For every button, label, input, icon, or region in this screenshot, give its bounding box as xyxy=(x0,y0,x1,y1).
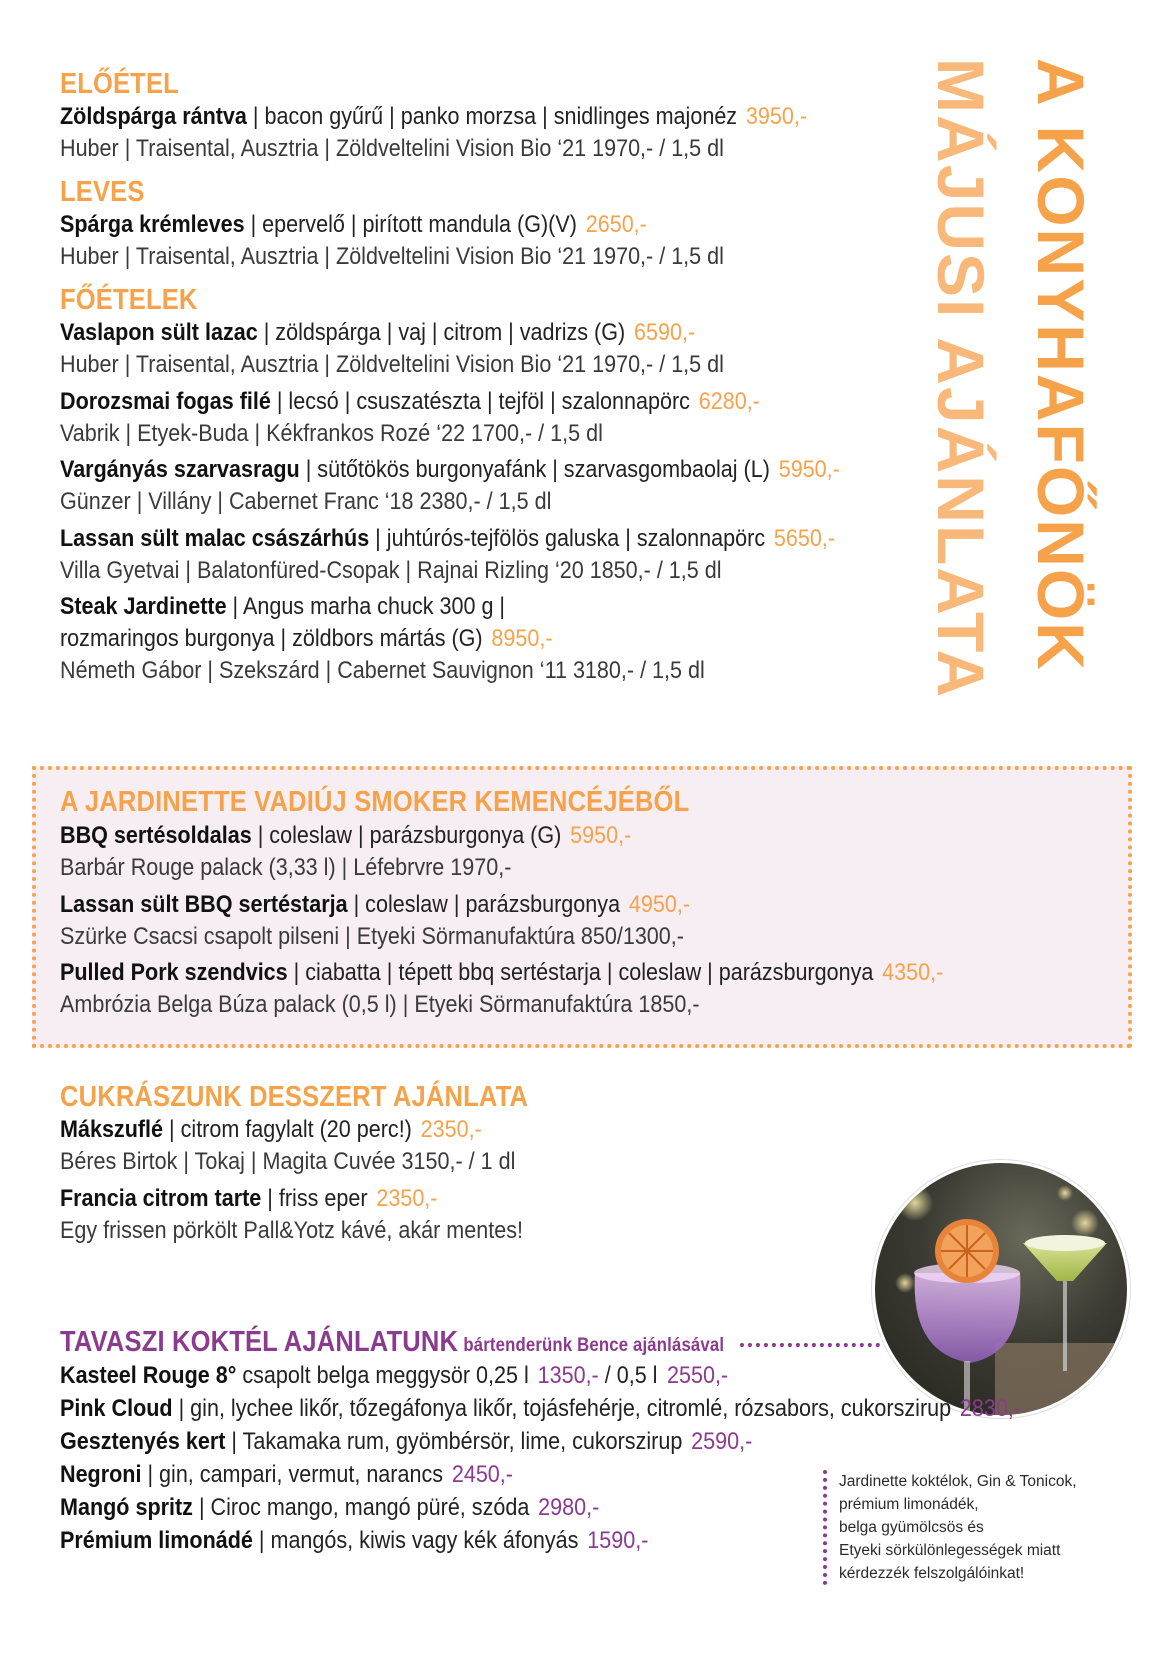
cocktail-name: Gesztenyés kert xyxy=(60,1428,226,1455)
dish-price: 2350,- xyxy=(420,1116,482,1143)
cocktail-name: Kasteel Rouge 8° xyxy=(60,1362,237,1389)
dish-price: 2350,- xyxy=(376,1185,438,1212)
note-line: Etyeki sörkülönlegességek miatt xyxy=(839,1542,1061,1559)
drink-pairing: Barbár Rouge palack (3,33 l) | Léfebrvre 1970,- xyxy=(60,854,512,881)
section-heading-foetelek: FŐÉTELEK xyxy=(60,284,198,316)
menu-item-continued xyxy=(60,623,553,655)
cocktail-item xyxy=(60,1525,648,1557)
dish-description: | coleslaw | parázsburgonya (G) xyxy=(251,822,562,849)
dish-price: 5650,- xyxy=(773,525,836,552)
drink-pairing: Szürke Csacsi csapolt pilseni | Etyeki Sörmanufaktúra 850/1300,- xyxy=(60,923,684,950)
menu-item xyxy=(60,889,690,921)
cocktail-price: 1590,- xyxy=(587,1527,649,1554)
dotted-divider xyxy=(740,1343,880,1347)
menu-title-line2: MÁJUSI AJÁNLATA xyxy=(924,58,998,700)
coffee-note: Egy frissen pörkölt Pall&Yotz kávé, akár mentes! xyxy=(60,1217,523,1244)
menu-title-line1: A KONYHAFŐNÖK xyxy=(1024,58,1098,672)
dish-name: Pulled Pork szendvics xyxy=(60,959,288,986)
dish-description: rozmaringos burgonya | zöldbors mártás (G) xyxy=(60,625,483,652)
side-note xyxy=(823,1470,1077,1585)
dish-description: | lecsó | csuszatészta | tejföl | szalonnapörc xyxy=(270,388,690,415)
menu-item xyxy=(60,209,647,241)
dish-price: 6590,- xyxy=(633,319,696,346)
dish-name: Zöldspárga rántva xyxy=(60,103,247,130)
section-heading-eloetel: ELŐÉTEL xyxy=(60,68,179,100)
note-line: kérdezzék felszolgálóinkat! xyxy=(839,1565,1025,1582)
dish-description: | bacon gyűrű | panko morzsa | snidlinges majonéz xyxy=(246,103,738,130)
dish-name: Francia citrom tarte xyxy=(60,1185,262,1212)
menu-item xyxy=(60,454,840,486)
wine-pairing: Béres Birtok | Tokaj | Magita Cuvée 3150,- / 1 dl xyxy=(60,1148,516,1175)
cocktail-description: | Ciroc mango, mangó püré, szóda xyxy=(192,1494,530,1521)
cocktail-name: Mangó spritz xyxy=(60,1494,193,1521)
cocktail-heading-text: TAVASZI KOKTÉL AJÁNLATUNK xyxy=(60,1326,459,1358)
dish-price: 5950,- xyxy=(570,822,632,849)
dish-description: | ciabatta | tépett bbq sertéstarja | coleslaw | parázsburgonya xyxy=(287,959,874,986)
menu-item xyxy=(60,523,835,555)
cocktail-item xyxy=(60,1492,599,1524)
dish-name: Steak Jardinette xyxy=(60,593,227,620)
dish-price: 4350,- xyxy=(882,959,944,986)
menu-item xyxy=(60,1114,482,1146)
menu-item xyxy=(60,386,760,418)
dish-name: Lassan sült malac császárhús xyxy=(60,525,370,552)
menu-item xyxy=(60,317,695,349)
dish-description: | coleslaw | parázsburgonya xyxy=(347,891,621,918)
dish-name: Mákszuflé xyxy=(60,1116,164,1143)
cocktail-price: 2450,- xyxy=(451,1461,513,1488)
section-heading-smoker: A JARDINETTE VADIÚJ SMOKER KEMENCÉJÉBŐL xyxy=(60,786,690,818)
dish-price: 3950,- xyxy=(745,103,808,130)
dish-description: | zöldspárga | vaj | citrom | vadrizs (G) xyxy=(257,319,626,346)
dish-name: Lassan sült BBQ sertéstarja xyxy=(60,891,348,918)
dish-name: Vargányás szarvasragu xyxy=(60,456,300,483)
section-heading-cocktail xyxy=(60,1326,724,1359)
dish-description: | friss eper xyxy=(261,1185,368,1212)
wine-pairing: Villa Gyetvai | Balatonfüred-Csopak | Rajnai Rizling ‘20 1850,- / 1,5 dl xyxy=(60,557,722,584)
cocktail-price: 1350,- xyxy=(537,1362,599,1389)
cocktail-description: | gin, campari, vermut, narancs xyxy=(141,1461,444,1488)
dish-description: | Angus marha chuck 300 g | xyxy=(226,593,506,620)
menu-item xyxy=(60,957,943,989)
cocktail-item xyxy=(60,1426,752,1458)
cocktail-subheading: bártenderünk Bence ajánlásával xyxy=(463,1335,725,1356)
cocktail-photo xyxy=(875,1163,1127,1415)
menu-item xyxy=(60,591,505,623)
note-line: belga gyümölcsös és xyxy=(839,1519,984,1536)
cocktail-price: 2830,- xyxy=(959,1395,1022,1422)
dish-description: | epervelő | pirított mandula (G)(V) xyxy=(244,211,577,238)
cocktail-name: Negroni xyxy=(60,1461,142,1488)
cocktail-description: csapolt belga meggysör 0,25 l xyxy=(236,1362,529,1389)
menu-item xyxy=(60,1183,437,1215)
section-heading-dessert: CUKRÁSZUNK DESSZERT AJÁNLATA xyxy=(60,1081,529,1113)
cocktail-price-large: 2550,- xyxy=(666,1362,729,1389)
dish-price: 2650,- xyxy=(585,211,647,238)
cocktail-size: / 0,5 l xyxy=(598,1362,664,1389)
wine-pairing: Günzer | Villány | Cabernet Franc ‘18 2380,- / 1,5 dl xyxy=(60,488,552,515)
wine-pairing: Vabrik | Etyek-Buda | Kékfrankos Rozé ‘22 1700,- / 1,5 dl xyxy=(60,420,603,447)
note-line: prémium limonádék, xyxy=(839,1496,979,1513)
cocktail-item xyxy=(60,1393,1021,1425)
wine-pairing: Huber | Traisental, Ausztria | Zöldveltelini Vision Bio ‘21 1970,- / 1,5 dl xyxy=(60,135,724,162)
cocktail-item xyxy=(60,1360,728,1392)
dish-price: 5950,- xyxy=(778,456,840,483)
wine-pairing: Huber | Traisental, Ausztria | Zöldveltelini Vision Bio ‘21 1970,- / 1,5 dl xyxy=(60,351,724,378)
cocktail-illustration xyxy=(875,1163,1127,1415)
menu-item xyxy=(60,101,807,133)
dish-description: | citrom fagylalt (20 perc!) xyxy=(163,1116,412,1143)
dish-name: BBQ sertésoldalas xyxy=(60,822,252,849)
drink-pairing: Ambrózia Belga Búza palack (0,5 l) | Etyeki Sörmanufaktúra 1850,- xyxy=(60,991,700,1018)
cocktail-name: Pink Cloud xyxy=(60,1395,173,1422)
dish-price: 8950,- xyxy=(491,625,553,652)
dish-name: Dorozsmai fogas filé xyxy=(60,388,271,415)
cocktail-price: 2590,- xyxy=(691,1428,753,1455)
dish-price: 4950,- xyxy=(628,891,690,918)
cocktail-description: | mangós, kiwis vagy kék áfonyás xyxy=(252,1527,579,1554)
note-line: Jardinette koktélok, Gin & Tonicok, xyxy=(839,1473,1077,1490)
cocktail-description: | gin, lychee likőr, tőzegáfonya likőr, tojásfehérje, citromlé, rózsabors, cukorszirup xyxy=(172,1395,952,1422)
wine-pairing: Németh Gábor | Szekszárd | Cabernet Sauvignon ‘11 3180,- / 1,5 dl xyxy=(60,657,705,684)
cocktail-price: 2980,- xyxy=(538,1494,600,1521)
dish-name: Spárga krémleves xyxy=(60,211,245,238)
cocktail-name: Prémium limonádé xyxy=(60,1527,253,1554)
dish-price: 6280,- xyxy=(698,388,760,415)
cocktail-item xyxy=(60,1459,513,1491)
wine-pairing: Huber | Traisental, Ausztria | Zöldveltelini Vision Bio ‘21 1970,- / 1,5 dl xyxy=(60,243,724,270)
menu-item xyxy=(60,820,631,852)
dish-description: | juhtúrós-tejfölös galuska | szalonnapörc xyxy=(369,525,766,552)
dish-name: Vaslapon sült lazac xyxy=(60,319,258,346)
section-heading-leves: LEVES xyxy=(60,176,145,208)
dish-description: | sütőtökös burgonyafánk | szarvasgombaolaj (L) xyxy=(299,456,770,483)
cocktail-description: | Takamaka rum, gyömbérsör, lime, cukorszirup xyxy=(225,1428,683,1455)
